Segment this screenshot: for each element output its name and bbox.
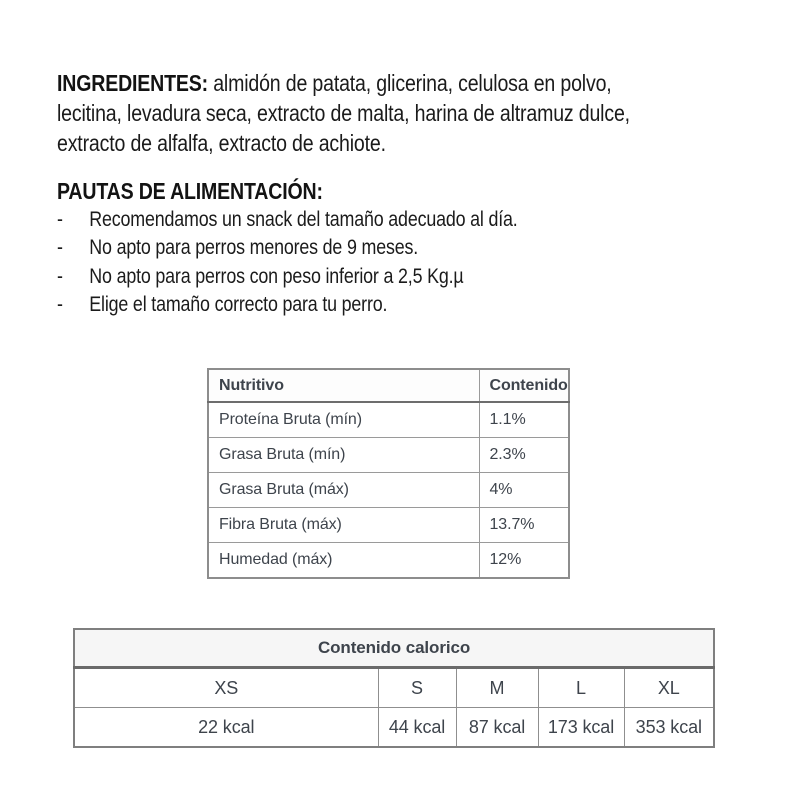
caloric-content-table: [73, 628, 715, 748]
table-row: [208, 402, 569, 438]
nutrition-cell-value: 1.1%: [479, 402, 569, 438]
nutrition-cell-label: Humedad (máx): [208, 543, 479, 579]
caloric-values-row: [74, 708, 714, 748]
ingredients-text-3: extracto de alfalfa, extracto de achiote.: [57, 130, 386, 156]
table-header-row: [208, 369, 569, 402]
feeding-guidelines-heading: PAUTAS DE ALIMENTACIÓN:: [57, 178, 323, 204]
nutrition-cell-label: Grasa Bruta (mín): [208, 438, 479, 473]
nutrition-cell-label: Proteína Bruta (mín): [208, 402, 479, 438]
nutrition-table: [207, 368, 570, 579]
bullet-dash: -: [57, 236, 63, 260]
feeding-guidelines-section: [57, 178, 599, 320]
feeding-item-text: Recomendamos un snack del tamaño adecuado al día.: [89, 208, 518, 231]
table-row: [208, 438, 569, 473]
ingredients-section: [57, 68, 731, 158]
table-header-row: [74, 629, 714, 668]
kcal-cell-s: 44 kcal: [378, 708, 456, 748]
kcal-cell-m: 87 kcal: [456, 708, 538, 748]
size-cell-xl: XL: [624, 668, 714, 708]
feeding-item-text: No apto para perros menores de 9 meses.: [89, 236, 419, 260]
table-row: [208, 508, 569, 543]
bullet-dash: -: [57, 208, 63, 231]
feeding-item: [57, 206, 518, 234]
nutrition-cell-value: 2.3%: [479, 438, 569, 473]
kcal-cell-l: 173 kcal: [538, 708, 624, 748]
kcal-cell-xl: 353 kcal: [624, 708, 714, 748]
ingredients-text-1: almidón de patata, glicerina, celulosa en polvo,: [213, 70, 612, 96]
caloric-sizes-row: [74, 668, 714, 708]
size-cell-xs: XS: [74, 668, 378, 708]
ingredients-text-2: lecitina, levadura seca, extracto de malta, harina de altramuz dulce,: [57, 100, 630, 126]
nutrition-cell-value: 12%: [479, 543, 569, 579]
nutrition-cell-label: Grasa Bruta (máx): [208, 473, 479, 508]
nutrition-cell-label: Fibra Bruta (máx): [208, 508, 479, 543]
feeding-item-text: Elige el tamaño correcto para tu perro.: [89, 293, 388, 317]
nutrition-header-nutrient: Nutritivo: [208, 369, 479, 402]
nutrition-header-content: Contenido: [479, 369, 569, 402]
table-row: [208, 473, 569, 508]
nutrition-cell-value: 13.7%: [479, 508, 569, 543]
kcal-cell-xs: 22 kcal: [74, 708, 378, 748]
bullet-dash: -: [57, 264, 63, 288]
feeding-item: [57, 291, 518, 319]
feeding-item: [57, 263, 518, 291]
feeding-item: [57, 234, 518, 262]
caloric-table-title: Contenido calorico: [74, 629, 714, 668]
ingredients-line-1: [57, 68, 630, 98]
table-row: [208, 543, 569, 579]
size-cell-m: M: [456, 668, 538, 708]
feeding-item-text: No apto para perros con peso inferior a 2,5 Kg.µ: [89, 264, 464, 288]
nutrition-cell-value: 4%: [479, 473, 569, 508]
ingredients-label: INGREDIENTES:: [57, 70, 208, 96]
size-cell-l: L: [538, 668, 624, 708]
bullet-dash: -: [57, 293, 63, 317]
size-cell-s: S: [378, 668, 456, 708]
